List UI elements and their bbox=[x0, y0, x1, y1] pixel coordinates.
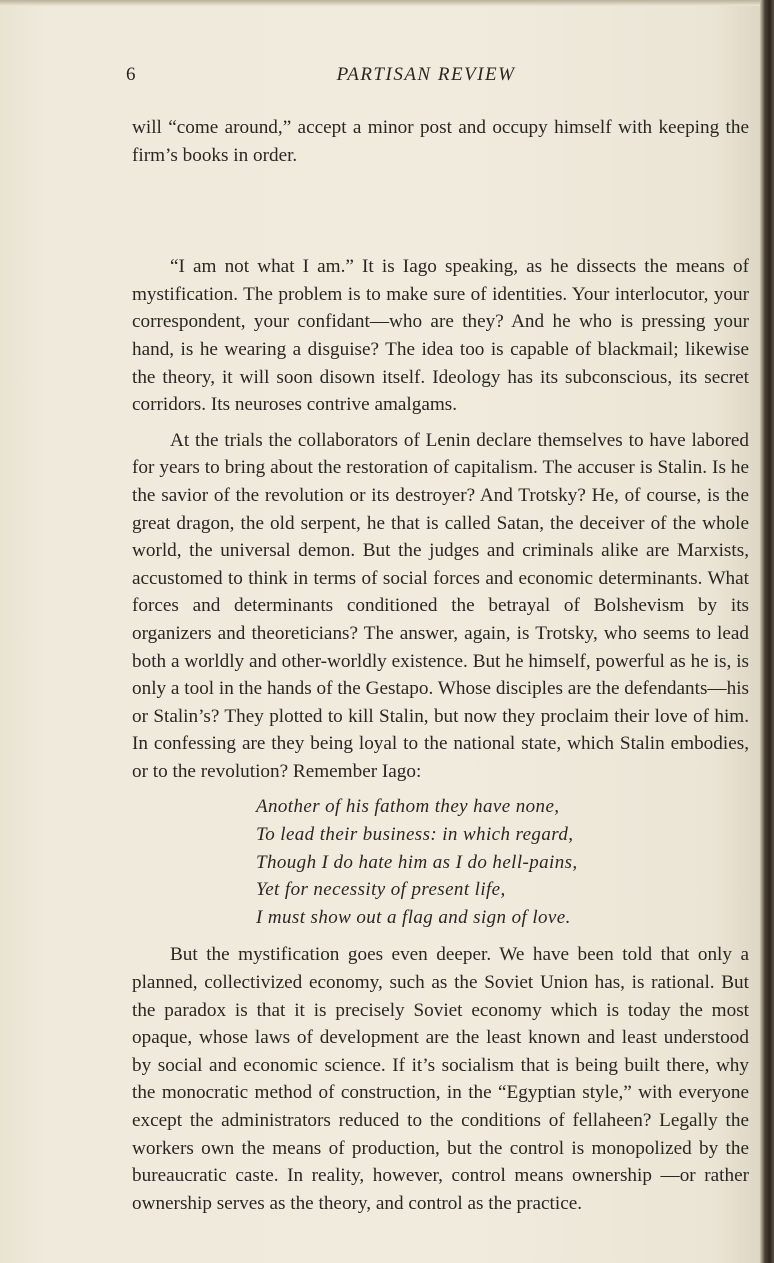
verse-line: Though I do hate him as I do hell-pains, bbox=[256, 851, 578, 873]
section-break bbox=[132, 169, 749, 253]
book-spine-shadow bbox=[760, 0, 774, 1263]
paragraph-mystification: But the mystification goes even deeper. We have been told that only a planned, collectivized economy, such as the Soviet Union has, is rational. But the paradox is that it is precisely Soviet economy which is today the most opaque, whose laws of development are the least known and least understood by social and economic science. If it’s socialism that is being built there, why the monocratic method of construction, in the “Egyptian style,” with everyone except the administrators reduced to the conditions of fellaheen? Legally the workers own the means of production, but the control is monopolized by the bureaucratic caste. In reality, however, control means ownership —or rather ownership serves as the theory, and control as the practice. bbox=[132, 944, 749, 1214]
paragraph-iago: “I am not what I am.” It is Iago speaking, as he dissects the means of mystification. The problem is to make sure of identities. Your interlocutor, your correspondent, your confidant—who are they? And he who is pressing your hand, is he wearing a disguise? The idea too is capable of blackmail; likewise the theory, it will soon disown itself. Ideology has its subconscious, its secret corridors. Its neuroses contrive amalgams. bbox=[132, 256, 749, 416]
verse-line: Another of his fathom they have none, bbox=[256, 796, 560, 818]
body-text bbox=[132, 114, 749, 1217]
running-head: PARTISAN REVIEW bbox=[336, 64, 516, 85]
verse-quote bbox=[256, 793, 749, 931]
verse-line: I must show out a flag and sign of love. bbox=[256, 906, 571, 928]
page-number: 6 bbox=[126, 64, 136, 85]
paragraph-continued: will “come around,” accept a minor post and occupy himself with keeping the firm’s books in order. bbox=[132, 117, 749, 166]
verse-line: To lead their business: in which regard, bbox=[256, 824, 574, 846]
verse-line: Yet for necessity of present life, bbox=[256, 879, 506, 901]
page-header bbox=[126, 64, 726, 94]
page-top-edge bbox=[0, 0, 774, 6]
paragraph-trials: At the trials the collaborators of Lenin declare themselves to have labored for years to bring about the restoration of capitalism. The accuser is Stalin. Is he the savior of the revolution or its destroyer? And Trotsky? He, of course, is the great dragon, the old serpent, he that is called Satan, the deceiver of the whole world, the universal demon. But the judges and criminals alike are Marxists, accustomed to think in terms of social forces and economic determinants. What forces and determinants conditioned the betrayal of Bolshevism by its organizers and theoreticians? The answer, again, is Trotsky, who seems to lead both a worldly and other-worldly existence. But he himself, powerful as he is, is only a tool in the hands of the Gestapo. Whose disciples are the defendants—his or Stalin’s? They plotted to kill Stalin, but now they proclaim their love of him. In confessing are they being loyal to the national state, which Stalin embodies, or to the revolution? Remember Iago: bbox=[132, 429, 749, 782]
